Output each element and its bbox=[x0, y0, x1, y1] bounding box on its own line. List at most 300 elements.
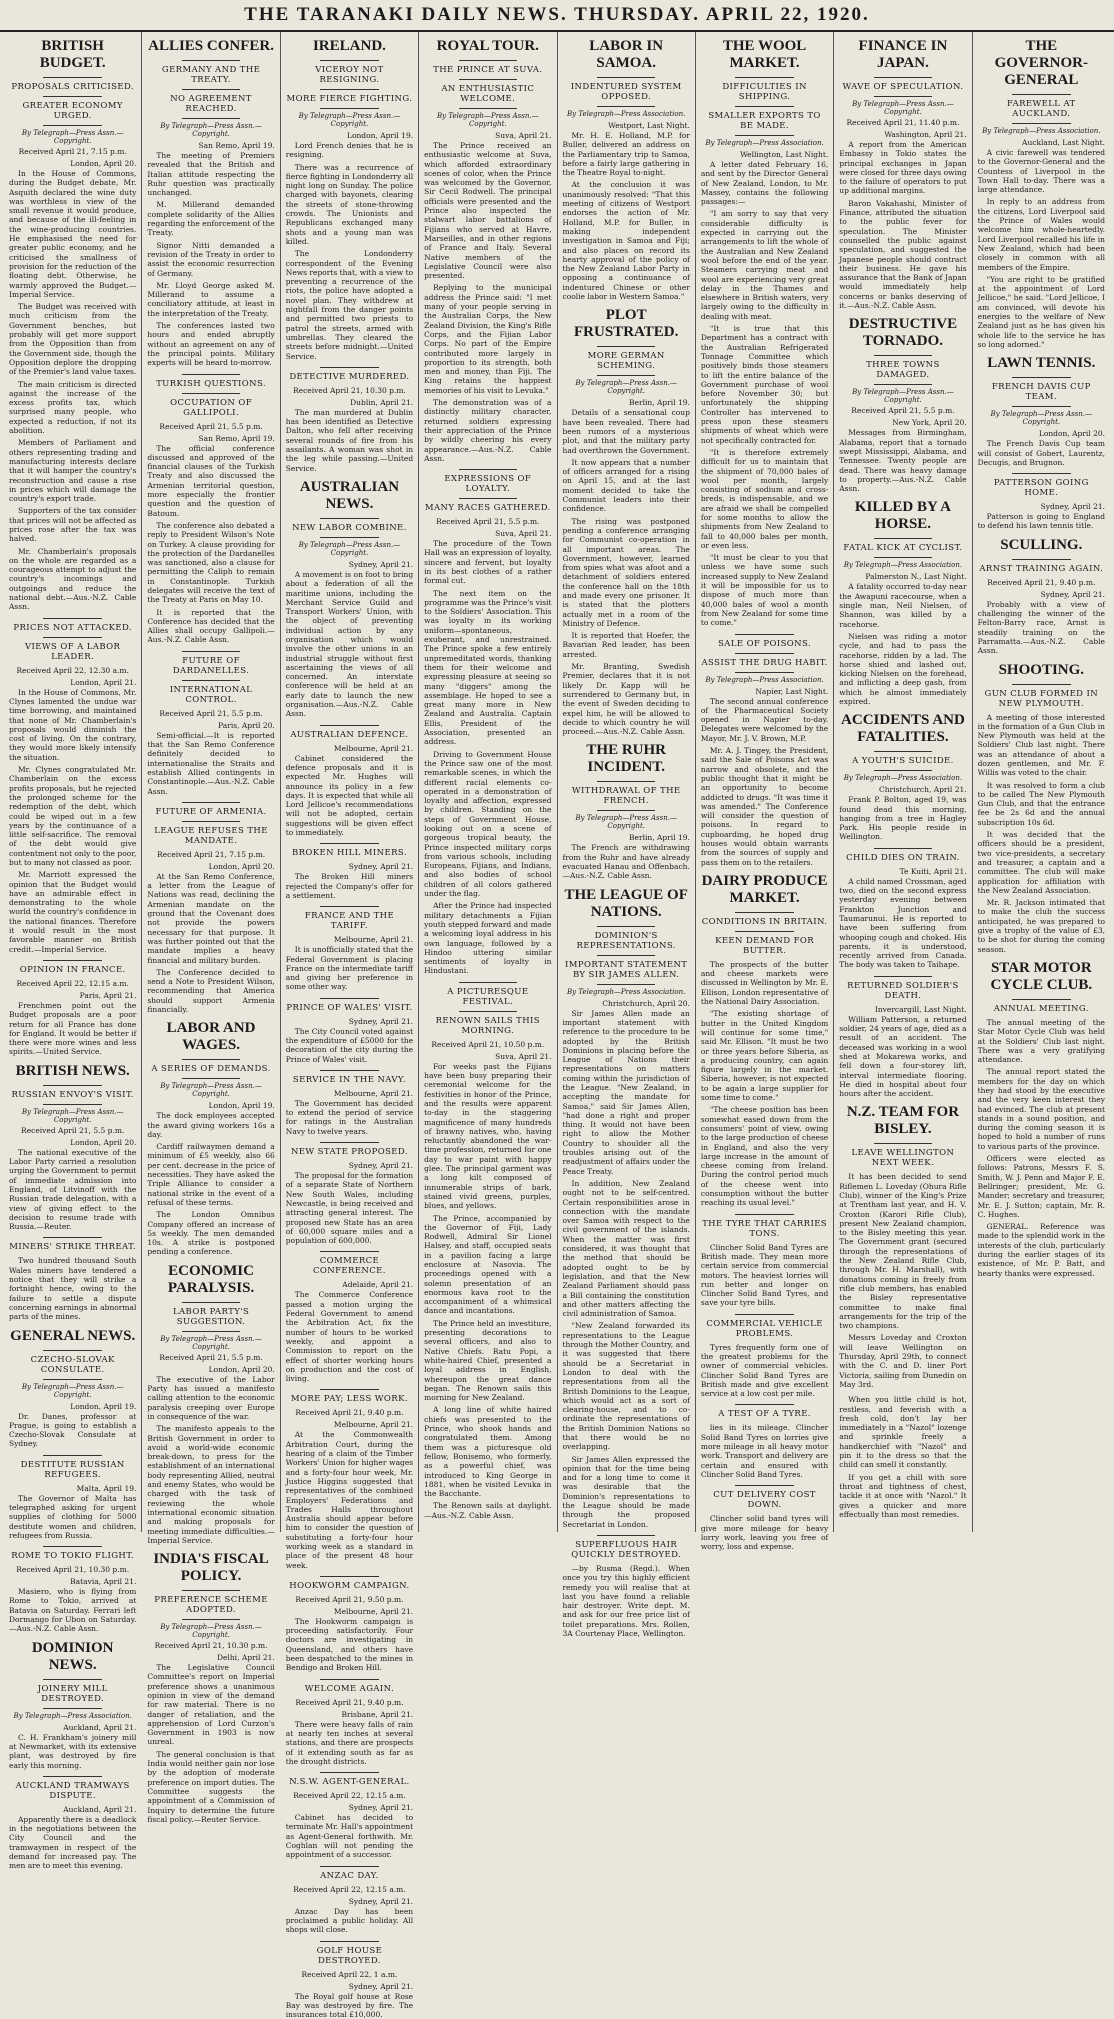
story-subheading: A TEST OF A TYRE. bbox=[718, 1409, 811, 1420]
story-subheading: MORE FIERCE FIGHTING. bbox=[286, 94, 413, 104]
story-paragraph: The Prince received an enthusiastic welcome at Suva, which afforded extraordinary scenes of color, when the Prince was welcomed by the Governor, Sir Cecil Rodwell. The principal officials were presented and the Prince also inspected the stalwart labor battalions of Fijians who served at Havre, Marseilles, and in other regions of France and Italy. Several Native members of the Legislative Council were also presented. bbox=[424, 141, 552, 281]
story-subheading: FUTURE OF ARMENIA. bbox=[155, 806, 267, 817]
story-headline: ACCIDENTS AND FATALITIES. bbox=[841, 712, 965, 746]
story-subheading: RETURNED SOLDIER'S DEATH. bbox=[847, 980, 959, 1001]
story-paragraph: Mr. Chamberlain's proposals on the whole are regarded as a courageous attempt to adjust the country's incomings and outgoings and reduce the national debt.—Aus.-N.Z. Cable Assn. bbox=[9, 546, 137, 612]
divider-rule bbox=[182, 1059, 241, 1060]
story-paragraph: At the conclusion it was unanimously resolved: "That this meeting of citizens of Westport endorses the action of Mr. Holland, M.P. for Buller, in making independent investigation in Samoa and Fiji; and also places on record its hearty approval of the policy of the New Zealand Labor Party in opposing a continuance of indentured Chinese or other coolie labor in Western Samoa." bbox=[562, 180, 690, 302]
divider-rule bbox=[597, 77, 656, 78]
divider-rule bbox=[182, 651, 241, 652]
story-paragraph: Patterson is going to England to defend his lawn tennis title. bbox=[977, 512, 1105, 531]
story-paragraph: At the San Remo Conference, a letter from the League of Nations was read, declining the Armenian mandate on the ground that the Covenant does not provide the powers necessary for that purpose. It was further pointed out that the mandate implies a heavy financial and military burden. bbox=[147, 871, 275, 965]
story-dateline: Sydney, April 21. bbox=[348, 1896, 414, 1906]
masthead-title: THE TARANAKI DAILY NEWS. THURSDAY. APRIL 22, 1920. bbox=[244, 4, 870, 25]
story-dateline: Washington, April 21. bbox=[884, 130, 967, 139]
story-paragraph: GENERAL. Reference was made to the splendid work in the interests of the club, particularly during the earlier stages of its existence, of Mr. P. Batt, and hearty thanks were expressed. bbox=[977, 1222, 1105, 1278]
story-subheading: GREATER ECONOMY URGED. bbox=[22, 101, 123, 121]
story-paragraph: Supporters of the tax consider that prices will not be affected as prices rose after the tax was halved. bbox=[9, 506, 137, 544]
story-dateline: Malta, April 19. bbox=[76, 1483, 137, 1493]
story-subheading: SUPERFLUOUS HAIR QUICKLY DESTROYED. bbox=[571, 1539, 682, 1560]
story-byline: By Telegraph—Press Association. bbox=[982, 127, 1101, 135]
divider-rule bbox=[320, 108, 379, 109]
divider-rule bbox=[320, 537, 379, 538]
received-time: Received April 21, 9.40 p.m. bbox=[987, 577, 1096, 587]
news-story bbox=[978, 355, 1105, 467]
news-story bbox=[701, 634, 828, 867]
story-headline: KILLED BY A HORSE. bbox=[854, 499, 951, 533]
story-headline: BRITISH NEWS. bbox=[15, 1062, 130, 1079]
story-paragraph: After the Prince had inspected military detachments a Fijian youth stepped forward and made a welcoming loyal address in his own language, followed by a Hindoo uttering similar sentiments of loyalty in Hindustani. bbox=[424, 901, 552, 976]
story-subheading: FUTURE OF DARDANELLES. bbox=[172, 655, 250, 676]
divider-rule bbox=[43, 1237, 102, 1238]
story-headline: LABOR IN SAMOA. bbox=[589, 38, 664, 71]
story-headline: THE LEAGUE OF NATIONS. bbox=[564, 886, 688, 920]
divider-rule bbox=[182, 1078, 241, 1079]
story-paragraph: Officers were elected as follows: Patrons, Messrs F. S. Smith, W. J. Penn and Major F. E. Bellringer; president, Mr. G. Mander; secretary and treasurer, Mr. E. J. Sutton; captain, Mr. R. C. Hughes. bbox=[977, 1154, 1105, 1219]
news-story bbox=[147, 1551, 274, 1824]
divider-rule bbox=[874, 384, 933, 385]
story-paragraph: It has been decided to send Riflemen L. Loveday (Ohura Rifle Club), winner of the King's Prize at Trentham last year, and H. V. Croxton (Karori Rifle Club), present New Zealand champion, to the Bisley meeting this year. The Government grant (secured through the representations of the New Zealand Rifle Club, through Mr. H. Marshall), with donations coming in freely from rifle club members, has enabled the Bisley representative committee to make final arrangements for the trip of the two champions. bbox=[839, 1172, 967, 1331]
divider-rule bbox=[874, 557, 933, 558]
divider-rule bbox=[320, 1070, 379, 1071]
divider-rule bbox=[735, 912, 794, 913]
divider-rule bbox=[43, 96, 102, 97]
news-story bbox=[286, 38, 413, 361]
news-story bbox=[839, 976, 966, 1099]
story-paragraph: The main criticism is directed against the increase of the excess profits tax, which surprised many people, who expected a reduction, if not its abolition. bbox=[9, 379, 137, 436]
story-subheading: DESTITUTE RUSSIAN REFUGEES. bbox=[20, 1459, 125, 1480]
story-dateline: Suva, April 21. bbox=[495, 1051, 552, 1061]
story-byline: By Telegraph—Press Assn.—Copyright. bbox=[852, 388, 954, 405]
story-byline: By Telegraph—Press Assn.—Copyright. bbox=[852, 100, 954, 116]
story-paragraph: The Prince, accompanied by the Governor of Fiji, Lady Rodwell, Admiral Sir Lionel Halsey, and staff, occupied seats in a pavilion facing a large enclosure at Nasovia. The proceedings opened with a solemn presentation of an enormous kava root to the accompaniment of a whimsical dance and incantations. bbox=[424, 1213, 552, 1316]
story-paragraph: C. H. Frankham's joinery mill at Newmarket, with its extensive plant, was destroyed by fire early this morning. bbox=[9, 1732, 137, 1770]
story-headline: THE WOOL MARKET. bbox=[722, 38, 807, 71]
columns-container bbox=[4, 32, 1110, 2019]
story-headline: BRITISH BUDGET. bbox=[39, 38, 106, 71]
story-paragraph: Clincher Solid Band Tyres are British made. They mean more certain service from commercial motors. The heaviest lorries will run better and longer on Clincher Solid Band Tyres, and save your tyre bills. bbox=[700, 1242, 829, 1308]
story-paragraph: The annual report stated the members for the day on which they had stood by the executive and the very keen interest they had evinced. The club at present stands in a sound position, and during the coming season it is hoped to hold a number of runs to various parts of the province. bbox=[977, 1067, 1105, 1151]
received-time: Received April 21, 7.15 p.m. bbox=[18, 147, 127, 156]
story-subheading: HOOKWORM CAMPAIGN. bbox=[289, 1580, 410, 1591]
received-time: Received April 21, 9.40 p.m. bbox=[295, 1408, 404, 1418]
story-paragraph: Mr. Lloyd George asked M. Millerand to assume a conciliatory attitude, at least in the interpretation of the Treaty. bbox=[147, 280, 275, 318]
story-headline: THE RUHR INCIDENT. bbox=[586, 742, 666, 776]
divider-rule bbox=[182, 60, 241, 61]
story-paragraph: For weeks past the Fijians have been busy preparing their ceremonial welcome for the festivities in honor of the Prince, and the results were apparent to-day in the staggering magnificence of many hundreds of brawny natives, who, having reluctantly abandoned the war-time profession, returned for one day to war paint with happy glee. The principal garment was a long kilt composed of innumerable strips of bark, stained vivid greens, purples, blues, and yellows. bbox=[424, 1061, 552, 1211]
story-paragraph: Mr. R. Jackson intimated that to make the club the success anticipated, he was prepared to give a trophy of the value of £3, to be shot for during the coming season. bbox=[977, 898, 1105, 954]
received-time: Received April 21, 10.30 p.m. bbox=[154, 1641, 268, 1651]
story-dateline: Adelaide, April 21. bbox=[342, 1280, 414, 1290]
story-paragraph: The Government has decided to extend the period of service for ratings in the Australian Navy to twelve years. bbox=[285, 1098, 414, 1136]
story-dateline: Sydney, April 21. bbox=[348, 1981, 414, 1991]
news-story bbox=[563, 887, 690, 1529]
story-paragraph: The executive of the Labor Party has issued a manifesto calling attention to the economic paralysis creeping over Europe in consequence of the war. bbox=[147, 1374, 275, 1421]
story-subheading: SMALLER EXPORTS TO BE MADE. bbox=[708, 111, 821, 131]
story-paragraph: "You are right to be gratified at the appointment of Lord Jellicoe," he said. "Lord Jellicoe, I am convinced, will devote his energies to the welfare of New Zealand just as he has given his whole life to the service he has so long adorned." bbox=[977, 274, 1105, 349]
story-subheading: GOLF HOUSE DESTROYED. bbox=[316, 1945, 383, 1966]
story-paragraph: Sir James Allen expressed the opinion that for the time being and for a long time to come it was desirable that the Dominion's representations to the League should be made through the proposed Secretariat in London. bbox=[562, 1454, 690, 1529]
story-subheading: SALE OF POISONS. bbox=[718, 638, 812, 649]
story-paragraph: The Londonderry correspondent of the Evening News reports that, with a view to preventing a recurrence of the riots, the police have adopted a novel plan. They withdrew at nightfall from the danger points and permitted two priests to patrol the streets, armed with umbrellas. They cleared the streets before midnight.—United Service. bbox=[285, 249, 414, 361]
news-story bbox=[9, 960, 136, 1057]
divider-rule bbox=[1012, 123, 1071, 124]
news-story bbox=[286, 843, 413, 900]
divider-rule bbox=[597, 984, 656, 985]
story-subheading: WITHDRAWAL OF THE FRENCH. bbox=[571, 786, 681, 807]
story-paragraph: The Governor of Malta has telegraphed asking for urgent supplies of clothing for 5000 destitute women and children, refugees from Russia. bbox=[9, 1493, 137, 1540]
divider-rule bbox=[735, 1314, 794, 1315]
story-paragraph: The Royal golf house at Rose Bay was destroyed by fire. The insurances total £10,000. bbox=[285, 1991, 414, 2019]
story-byline: By Telegraph—Press Assn.—Copyright. bbox=[298, 112, 401, 128]
story-subheading: PROPOSALS CRITICISED. bbox=[11, 82, 135, 92]
story-subheading: MORE GERMAN SCHEMING. bbox=[587, 351, 665, 372]
divider-rule bbox=[320, 906, 379, 907]
story-paragraph: The manifesto appeals to the British Government in order to avoid a world-wide economic break-down, to press for the establishment of an international body representing Allied, neutral and enemy States, who would be charged with the task of reviewing the whole international economic situation and making proposals for meeting immediate difficulties.—Imperial Service. bbox=[147, 1424, 275, 1545]
story-paragraph: The procedure of the Town Hall was an expression of loyalty, sincere and fervent, but loyalty in its best clothes of a rather formal cut. bbox=[424, 539, 552, 586]
story-paragraph: The Broken Hill miners rejected the Company's offer for a settlement. bbox=[285, 872, 414, 900]
story-paragraph: Messrs Loveday and Croxton will leave Wellington on Thursday, April 29th, to connect with the C. and D. liner Port Victoria, sailing from Dunedin on May 3rd. bbox=[839, 1333, 967, 1389]
story-subheading: LEAVE WELLINGTON NEXT WEEK. bbox=[851, 1148, 955, 1169]
story-dateline: Melbourne, April 21. bbox=[333, 935, 414, 945]
divider-rule bbox=[320, 1941, 379, 1942]
divider-rule bbox=[320, 1142, 379, 1143]
news-story bbox=[9, 1237, 136, 1321]
divider-rule bbox=[874, 848, 933, 849]
divider-rule bbox=[459, 469, 518, 470]
news-story bbox=[839, 499, 966, 706]
received-time: Received April 21, 5.5 p.m. bbox=[21, 1125, 125, 1135]
news-story bbox=[978, 473, 1105, 531]
story-subheading: EXPRESSIONS OF LOYALTY. bbox=[444, 474, 532, 495]
story-subheading: CUT DELIVERY COST DOWN. bbox=[713, 1490, 816, 1511]
divider-rule bbox=[43, 618, 102, 619]
story-byline: By Telegraph—Press Association. bbox=[705, 139, 824, 147]
story-dateline: London, April 20. bbox=[70, 159, 137, 168]
story-paragraph: Frank P. Bolton, aged 19, was found dead this morning, hanging from a tree in Hagley Park. His people reside in Wellington. bbox=[839, 795, 967, 842]
story-dateline: London, April 20. bbox=[70, 1137, 137, 1147]
divider-rule bbox=[1012, 999, 1071, 1000]
story-paragraph: Signor Nitti demanded a revision of the Treaty in order to assist the economic resurrection of Germany. bbox=[147, 240, 275, 278]
divider-rule bbox=[320, 843, 379, 844]
story-paragraph: Replying to the municipal address the Prince said: "I met many of your people serving in the Australian Corps, the New Zealand Division, the King's Rifle Corps, and the Fijian Labor Corps. No part of the Empire contributed more largely in proportion to its strength, both men and money, than Fiji. The King retains the happiest memories of his visit to Levuka." bbox=[424, 283, 552, 395]
divider-rule bbox=[43, 637, 102, 638]
story-paragraph: The Renown sails at daylight.—Aus.-N.Z. Cable Assn. bbox=[424, 1501, 552, 1520]
news-story bbox=[286, 1251, 413, 1383]
story-dateline: New York, April 20. bbox=[892, 418, 967, 428]
divider-rule bbox=[43, 1104, 102, 1105]
news-story bbox=[9, 1063, 136, 1232]
story-paragraph: Mr. H. E. Holland, M.P. for Buller, delivered an address on the Parliamentary trip to Samoa, before a fairly large gathering in the Theatre Royal to-night. bbox=[562, 131, 690, 178]
story-dateline: London, April 21. bbox=[70, 677, 137, 687]
divider-rule bbox=[43, 1708, 102, 1709]
divider-rule bbox=[1012, 406, 1071, 407]
news-story bbox=[701, 873, 828, 1208]
story-paragraph: When you little child is hot, restless, and feverish with a fresh cold, don't lay her immediately in a "Nazol" lozenge and sprinkle freely a handkerchief with "Nazol" and pin it to the dress so that the child can smell it constantly. bbox=[839, 1395, 967, 1470]
story-paragraph: The French Davis Cup team will consist of Gobert, Laurentz, Decugis, and Brugnon. bbox=[977, 439, 1105, 467]
story-subheading: ARNST TRAINING AGAIN. bbox=[979, 563, 1104, 574]
story-paragraph: A child named Crossman, aged two, died on the second express yesterday evening between Frankton Junction and Taumarunui. He is reported to have been suffering from whooping cough and choked. His parents, it is understood, recently arrived from Canada. The body was taken to Taihape. bbox=[839, 876, 967, 970]
news-story bbox=[424, 469, 551, 976]
story-subheading: THREE TOWNS DAMAGED. bbox=[866, 360, 940, 381]
story-paragraph: lies in its mileage. Clincher Solid Band Tyres on lorries give more mileage in all heavy motor work. Transport and delivery are certain and ensured with Clincher Solid Band Tyres. bbox=[700, 1423, 829, 1479]
story-subheading: GERMANY AND THE TREATY. bbox=[161, 65, 261, 85]
story-headline: IRELAND. bbox=[312, 38, 386, 54]
received-time: Received April 22, 12.15 a.m. bbox=[293, 1884, 406, 1894]
story-byline: By Telegraph—Press Association. bbox=[843, 774, 963, 783]
divider-rule bbox=[735, 1214, 794, 1215]
news-story bbox=[286, 1142, 413, 1245]
story-paragraph: The rising was postponed pending a conference arranging for Communist co-operation in all important areas. The Government, however, learned from spies what was afoot and a detachment of soldiers entered the conference hall on the 18th and made every one prisoner. It is stated that the plotters actually met in a room of the Ministry of Defence. bbox=[562, 516, 690, 628]
received-time: Received April 21, 5.5 p.m. bbox=[436, 517, 540, 527]
story-paragraph: There were heavy falls of rain at nearly ten inches at several stations, and there are prospects of it extending south as far as the drought districts. bbox=[285, 1719, 414, 1766]
news-story bbox=[9, 1640, 136, 1770]
story-subheading: CHILD DIES ON TRAIN. bbox=[846, 852, 960, 863]
story-byline: By Telegraph—Press Association. bbox=[843, 561, 963, 570]
divider-rule bbox=[735, 106, 794, 107]
news-story bbox=[839, 38, 966, 310]
story-byline: By Telegraph—Press Assn.—Copyright. bbox=[575, 814, 677, 831]
story-paragraph: The next item on the programme was the Prince's visit to the Soldiers' Association. This was loyalty in its working uniform—spontaneous, exuberant, and unrestrained. The Prince spoke a few entirely unpremeditated words, thanking them for their welcome and expressing pleasure at seeing so many "diggers" among the assemblage. He hoped to see a great many more in New Zealand and Australia. Captain Ellis, President of the Association, presented an address. bbox=[424, 588, 552, 747]
divider-rule bbox=[320, 998, 379, 999]
story-paragraph: It is unofficially stated that the Federal Government is placing France on the intermediate tariff and giving her preference in some other way. bbox=[285, 945, 414, 992]
story-paragraph: Members of Parliament and others representing trading and manufacturing interests declare that it will hamper the country's reconstruction and cause a rise in prices which will damage the country's export trade. bbox=[9, 438, 137, 504]
story-dateline: Paris, April 21. bbox=[79, 990, 137, 1000]
story-dateline: London, April 20. bbox=[208, 861, 275, 871]
news-story bbox=[286, 479, 413, 719]
story-dateline: Sydney, April 21. bbox=[1040, 589, 1105, 599]
story-paragraph: Frenchmen point out the Budget proposals are a poor return for all France has done for England. It would be better if there were more wines and less spirits.—United Service. bbox=[9, 1000, 137, 1057]
story-paragraph: M. Millerand demanded complete solidarity of the Allies regarding the enforcement of the Treaty. bbox=[147, 200, 275, 238]
divider-rule bbox=[874, 77, 933, 78]
story-paragraph: —by Rusma (Regd.). When once you try this highly efficient remedy you will realise that at last you have found a reliable hair destroyer. Write dept. M. and ask for our free price list of toilet preparations. Mrs. Rollen, 3A Courtenay Place, Wellington. bbox=[562, 1563, 690, 1639]
news-story bbox=[701, 38, 828, 628]
news-story bbox=[286, 367, 413, 473]
divider-rule bbox=[597, 375, 656, 376]
story-headline: SCULLING. bbox=[1000, 536, 1083, 553]
divider-rule bbox=[874, 976, 933, 977]
story-dateline: Dublin, April 21. bbox=[350, 397, 414, 407]
divider-rule bbox=[735, 653, 794, 654]
story-headline: DESTRUCTIVE TORNADO. bbox=[848, 316, 958, 350]
story-paragraph: "It is true that this Department has a contract with the Australian Refrigerated Tonnage Committee which positively binds those steamers to lift the entire balance of the Government purchase of wool before November 30; but unfortunately the shipping Controller has intervened to press upon these steamers shipments of wheat which were not specifically contracted for. bbox=[700, 324, 829, 445]
story-subheading: OCCUPATION OF GALLIPOLI. bbox=[170, 397, 253, 418]
story-subheading: OPINION IN FRANCE. bbox=[19, 964, 126, 975]
story-dateline: Melbourne, April 21. bbox=[333, 1088, 414, 1098]
newspaper-column bbox=[281, 32, 419, 2019]
divider-rule bbox=[459, 108, 518, 109]
story-subheading: INTERNATIONAL CONTROL. bbox=[169, 684, 253, 705]
story-paragraph: The man murdered at Dublin has been identified as Detective Dalton, who fell after receiving several rounds of fire from his assailants. A woman was shot in the leg while passing.—United Service. bbox=[285, 407, 414, 473]
story-paragraph: A meeting of those interested in the formation of a Gun Club in New Plymouth was held at the Soldiers' Club last night. There was an attendance of about a dozen gentlemen, and Mr. F. Willis was voted to the chair. bbox=[977, 712, 1105, 778]
story-dateline: Auckland, April 21. bbox=[63, 1722, 137, 1732]
story-subheading: DOMINION'S REPRESENTATIONS. bbox=[576, 930, 676, 951]
story-subheading: RENOWN SAILS THIS MORNING. bbox=[435, 1015, 541, 1036]
story-byline: By Telegraph—Press Assn.—Copyright. bbox=[160, 1623, 262, 1640]
story-headline: GENERAL NEWS. bbox=[10, 1327, 136, 1344]
story-paragraph: "I am sorry to say that very considerable difficulty is expected in carrying out the arrangements to lift the whole of the Australian and New Zealand wool before the end of the year. Steamers carrying meat and wool are experiencing very great delay in the Thames and elsewhere in British waters, very largely owing to the difficulty in dealing with meat. bbox=[700, 209, 829, 321]
story-paragraph: It was decided that the officers should be a president, two vice-presidents, a secretary and treasurer, a captain and a committee. The club will make application for affiliation with the New Zealand Association. bbox=[977, 830, 1105, 895]
story-paragraph: The conference also debated a reply to President Wilson's Note on Turkey. A clause providing for the protection of the Dardanelles was sanctioned, also a clause for permitting the Caliph to remain in Constantinople. Turkish delegates will receive the text of the Treaty at Paris on May 10. bbox=[147, 520, 275, 605]
story-paragraph: "It is therefore extremely difficult for us to maintain that the shipment of 70,000 bales of wool per month, largely consisting of sodium and cross-breds, is indispensable, and we are afraid we shall be compelled for some months to allow the shipments from New Zealand to fall to 40,000 bales per month, or even less. bbox=[700, 447, 829, 550]
divider-rule bbox=[1012, 473, 1071, 474]
story-headline: LABOR AND WAGES. bbox=[166, 1020, 256, 1054]
story-paragraph: In the House of Commons, Mr. Clynes lamented the undue war time borrowing, and maintained that none of Mr. Chamberlain's proposals would diminish the cost of living. On the contrary, they would more likely intensify the situation. bbox=[9, 687, 137, 762]
story-paragraph: It is reported that Hoefer, the Bavarian Red leader, has been arrested. bbox=[562, 631, 690, 659]
news-story bbox=[147, 374, 274, 645]
news-story bbox=[286, 1941, 413, 2019]
story-dateline: Westport, Last Night. bbox=[608, 121, 690, 130]
story-dateline: Suva, April 21. bbox=[495, 529, 552, 539]
divider-rule bbox=[459, 1011, 518, 1012]
story-paragraph: The Conference decided to send a Note to President Wilson, recommending that America should support Armenia financially. bbox=[147, 967, 275, 1014]
story-dateline: Berlin, April 19. bbox=[629, 833, 690, 843]
divider-rule bbox=[182, 821, 241, 822]
story-dateline: Melbourne, April 21. bbox=[333, 743, 414, 753]
story-subheading: NEW STATE PROPOSED. bbox=[290, 1147, 408, 1158]
divider-rule bbox=[735, 931, 794, 932]
story-dateline: London, April 19. bbox=[70, 1401, 137, 1411]
divider-rule bbox=[320, 1251, 379, 1252]
story-subheading: BROKEN HILL MINERS. bbox=[291, 848, 407, 859]
story-paragraph: It is reported that the Conference has decided that the Allies shall occupy Gallipoli.—Aus.-N.Z. Cable Assn. bbox=[147, 607, 275, 645]
story-paragraph: If you get a chill with sore throat and tightness of chest, tackle it at once with "Nazol." It gives a quicker and more effectually than most remedies. bbox=[839, 1472, 967, 1519]
news-story bbox=[839, 712, 966, 841]
newspaper-column bbox=[834, 32, 972, 1532]
story-subheading: KEEN DEMAND FOR BUTTER. bbox=[715, 935, 815, 956]
divider-rule bbox=[735, 672, 794, 673]
story-dateline: Melbourne, April 21. bbox=[333, 1606, 414, 1616]
news-story bbox=[147, 651, 274, 796]
newspaper-column bbox=[973, 32, 1110, 1532]
story-subheading: WAVE OF SPECULATION. bbox=[842, 82, 964, 92]
received-time: Received April 21, 7.15 p.m. bbox=[157, 849, 266, 859]
story-subheading: NEW LABOR COMBINE. bbox=[292, 522, 407, 533]
divider-rule bbox=[735, 135, 794, 136]
story-subheading: GUN CLUB FORMED IN NEW PLYMOUTH. bbox=[984, 688, 1099, 709]
story-subheading: N.S.W. AGENT-GENERAL. bbox=[289, 1777, 410, 1788]
story-byline: By Telegraph—Press Assn.—Copyright. bbox=[990, 410, 1093, 427]
story-paragraph: The Hookworm campaign is proceeding satisfactorily. Four doctors are investigating in Queensland, and others have been despatched to the mines in Bendigo and Broken Hill. bbox=[285, 1616, 414, 1673]
divider-rule bbox=[597, 781, 656, 782]
story-paragraph: Apparently there is a deadlock in the negotiations between the City Council and the tramwaymen in respect of the demand for increased pay. The men are to meet this evening. bbox=[9, 1814, 137, 1871]
story-dateline: Napier, Last Night. bbox=[755, 686, 829, 696]
story-paragraph: Lord French denies that he is resigning. bbox=[285, 141, 414, 160]
story-subheading: MANY RACES GATHERED. bbox=[424, 503, 551, 514]
story-dateline: Berlin, April 19. bbox=[629, 398, 690, 408]
story-byline: By Telegraph—Press Assn.—Copyright. bbox=[21, 1107, 124, 1124]
story-byline: By Telegraph—Press Assn.—Copyright. bbox=[160, 1082, 262, 1099]
story-dateline: Wellington, Last Night. bbox=[740, 150, 829, 159]
story-subheading: JOINERY MILL DESTROYED. bbox=[37, 1683, 108, 1704]
divider-rule bbox=[597, 346, 656, 347]
divider-rule bbox=[735, 634, 794, 635]
received-time: Received April 21, 5.5 p.m. bbox=[851, 406, 955, 416]
story-dateline: London, April 19. bbox=[208, 1101, 275, 1111]
story-dateline: Auckland, Last Night. bbox=[1022, 138, 1105, 147]
news-story bbox=[839, 848, 966, 970]
received-time: Received April 21, 9.50 p.m. bbox=[295, 1594, 404, 1604]
received-time: Received April 21, 10.50 p.m. bbox=[431, 1039, 545, 1049]
story-dateline: San Remo, April 19. bbox=[198, 433, 275, 443]
story-paragraph: The City Council voted against the expenditure of £5000 for the decoration of the city during the Prince of Wales' visit. bbox=[285, 1026, 414, 1064]
story-headline: ROYAL TOUR. bbox=[436, 38, 539, 54]
story-paragraph: Cabinet has decided to terminate Mr. Hall's appointment as Agent-General forthwith. Mr. Coghlan will not pending the appointment of a successor. bbox=[285, 1813, 414, 1860]
received-time: Received April 21, 5.5 p.m. bbox=[159, 421, 263, 431]
story-dateline: Palmerston N., Last Night. bbox=[865, 572, 967, 582]
story-headline: SHOOTING. bbox=[998, 661, 1085, 678]
news-story bbox=[424, 982, 551, 1520]
received-time: Received April 21, 5.5 p.m. bbox=[159, 708, 263, 718]
story-paragraph: The London Omnibus Company offered an increase of 5s weekly. The men demanded 10s. A strike is postponed pending a conference. bbox=[147, 1210, 275, 1257]
divider-rule bbox=[320, 1772, 379, 1773]
story-dateline: Sydney, April 21. bbox=[348, 559, 414, 569]
story-paragraph: At the Commonwealth Arbitration Court, during the hearing of a claim of the Timber Workers' Union for higher wages and a forty-four hour week, Mr. Justice Higgins suggested that representatives of the combined Employers' Federations and Trades Halls throughout Australia should appear before him to consider the question of substituting a forty-four hour working week as a standard in place of the present 48 hour week. bbox=[285, 1430, 414, 1570]
divider-rule bbox=[320, 725, 379, 726]
story-subheading: ROME TO TOKIO FLIGHT. bbox=[11, 1551, 135, 1562]
divider-rule bbox=[597, 955, 656, 956]
news-story bbox=[286, 998, 413, 1064]
story-subheading: RUSSIAN ENVOY'S VISIT. bbox=[11, 1089, 134, 1100]
story-subheading: IMPORTANT STATEMENT BY SIR JAMES ALLEN. bbox=[565, 959, 688, 980]
divider-rule bbox=[43, 125, 102, 126]
story-subheading: LABOR PARTY'S SUGGESTION. bbox=[172, 1306, 250, 1327]
divider-rule bbox=[182, 374, 241, 375]
divider-rule bbox=[320, 1679, 379, 1680]
story-paragraph: Semi-official.—It is reported that the San Remo Conference definitely decided to internationalise the Straits and establish Allied contingents in Constantinople.—Aus.-N.Z. Cable Assn. bbox=[147, 730, 275, 796]
story-paragraph: Cardiff railwaymen demand a minimum of £5 weekly, also 66 per cent. decrease in the price of necessities. They have asked the Triple Alliance to consider a national strike in the event of a refusal of these terms. bbox=[147, 1142, 275, 1207]
divider-rule bbox=[43, 1776, 102, 1777]
story-dateline: London, April 20. bbox=[208, 1364, 275, 1374]
story-headline: PLOT FRUSTRATED. bbox=[574, 307, 679, 341]
story-paragraph: The dock employees accepted the award giving workers 16s a day. bbox=[147, 1111, 275, 1139]
divider-rule bbox=[43, 1350, 102, 1351]
divider-rule bbox=[43, 1546, 102, 1547]
story-subheading: NO AGREEMENT REACHED. bbox=[170, 94, 252, 114]
news-story bbox=[286, 1576, 413, 1673]
divider-rule bbox=[735, 77, 794, 78]
story-paragraph: Probably with a view of challenging the winner of the Felton-Barry race, Arnst is steadily training on the Parramatta.—Aus.-N.Z. Cable Assn. bbox=[977, 599, 1105, 656]
story-paragraph: The official conference discussed and approved of the financial clauses of the Turkish Treaty and also discussed the Armenian territorial question, more especially the frontier question and the question of Batoum. bbox=[147, 443, 275, 518]
story-subheading: FRENCH DAVIS CUP TEAM. bbox=[991, 382, 1091, 403]
story-byline: By Telegraph—Press Association. bbox=[567, 110, 686, 118]
newspaper-column bbox=[4, 32, 142, 1871]
received-time: Received April 21, 10.30 p.m. bbox=[293, 385, 406, 395]
divider-rule bbox=[1012, 684, 1071, 685]
story-paragraph: "It must be clear to you that unless we have some such increased supply to New Zealand it will be impossible for us to dispose of much more than 40,000 bales of wool a month from New Zealand for some time to come." bbox=[700, 553, 829, 628]
story-headline: AUSTRALIAN NEWS. bbox=[299, 478, 400, 512]
divider-rule bbox=[182, 802, 241, 803]
story-paragraph: Mr. Clynes congratulated Mr. Chamberlain on the excess profits proposals, but he rejected the prolonged scheme for the redemption of the debt, which could be wiped out in a few years by the continuance of a little self-sacrifice. The removal of the debt would give contentment not only to the poor, but to many not classed as poor. bbox=[9, 765, 137, 867]
newspaper-column bbox=[419, 32, 557, 1532]
story-paragraph: Nielsen was riding a motor cycle, and had to pass the racehorse, ridden by a lad. The horse shied and lashed out, kicking Nielsen on the forehead, and inflicting a deep gash, from which he almost immediately expired. bbox=[839, 631, 967, 706]
masthead bbox=[0, 0, 1114, 32]
story-dateline: Paris, April 20. bbox=[218, 720, 275, 730]
story-subheading: COMMERCIAL VEHICLE PROBLEMS. bbox=[706, 1318, 823, 1339]
story-subheading: PREFERENCE SCHEME ADOPTED. bbox=[154, 1595, 268, 1616]
story-paragraph: "The cheese position has been somewhat eased down from the consumers' point of view, owing to the large production of cheese in England, and also the very large increase in the amount of cheese coming from Ireland. During the control period much of the cheese went into consumption without the butter reaching its usual level." bbox=[700, 1105, 829, 1208]
divider-rule bbox=[459, 79, 518, 80]
story-paragraph: Clincher solid band tyres will give more mileage for heavy lorry work, leaving you free of worry, loss and expense. bbox=[700, 1514, 829, 1552]
story-subheading: MORE PAY; LESS WORK. bbox=[290, 1394, 408, 1405]
story-headline: N.Z. TEAM FOR BISLEY. bbox=[846, 1104, 960, 1138]
story-paragraph: William Patterson, a returned soldier, 24 years of age, died as a result of an accident. The deceased was working in a wool shed at Mokarewa works, and fell down a four-storey lift, interval intermediate flooring. He died in hospital about four hours after the accident. bbox=[839, 1014, 967, 1099]
story-dateline: Delhi, April 21. bbox=[216, 1653, 275, 1663]
received-time: Received April 21, 11.40 p.m. bbox=[846, 118, 960, 127]
news-story bbox=[147, 802, 274, 1014]
story-paragraph: A long line of white haired chiefs was presented to the Prince, who shook hands and congratulated them. Among them was a picturesque old fellow, Bonisemo, who formerly, as a powerful chief, was introduced to King George in 1881, when he visited Levuka in the Bacchante. bbox=[424, 1405, 552, 1499]
news-story bbox=[563, 307, 690, 736]
